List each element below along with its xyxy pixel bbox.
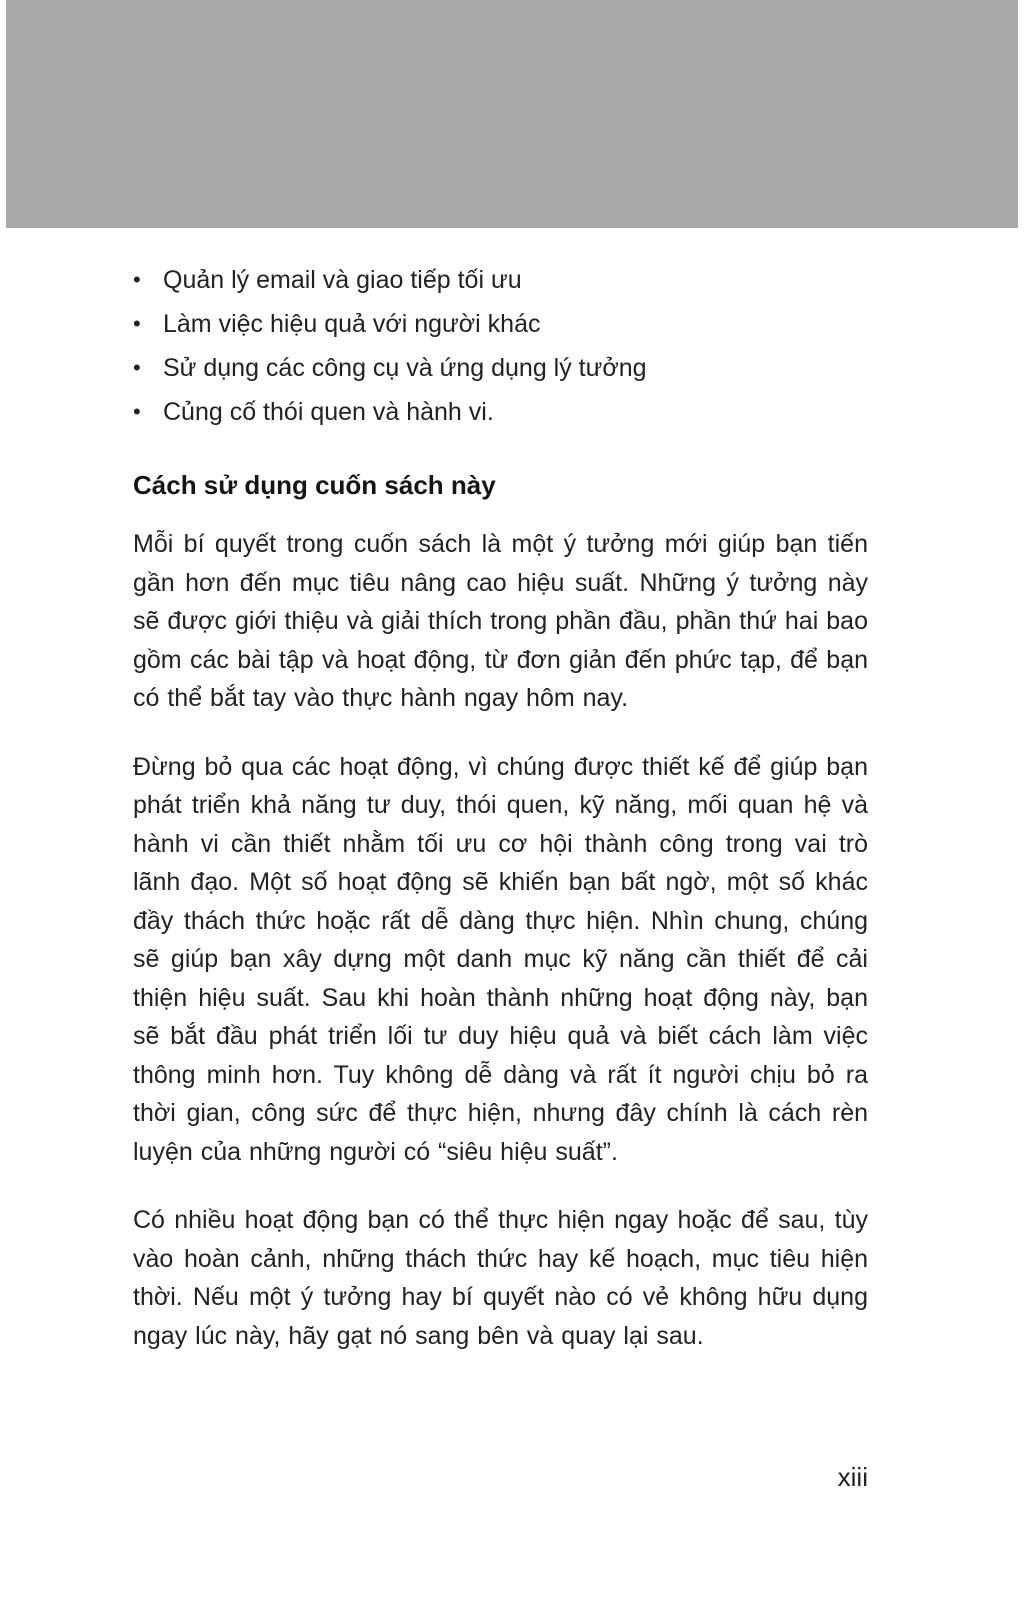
bullet-text: Làm việc hiệu quả với người khác bbox=[163, 310, 541, 338]
bullet-icon: • bbox=[133, 355, 141, 380]
bullet-icon: • bbox=[133, 311, 141, 336]
bullet-list bbox=[133, 258, 868, 434]
body-paragraph: Có nhiều hoạt động bạn có thể thực hiện ngay hoặc để sau, tùy vào hoàn cảnh, những thách thức hay kế hoạch, mục tiêu hiện thời. Nếu một ý tưởng hay bí quyết nào có vẻ không hữu dụng ngay lúc này, hãy gạt nó sang bên và quay lại sau. bbox=[133, 1206, 868, 1350]
list-item bbox=[133, 258, 868, 302]
body-paragraph: Mỗi bí quyết trong cuốn sách là một ý tưởng mới giúp bạn tiến gần hơn đến mục tiêu nâng cao hiệu suất. Những ý tưởng này sẽ được giới thiệu và giải thích trong phần đầu, phần thứ hai bao gồm các bài tập và hoạt động, từ đơn giản đến phức tạp, để bạn có thể bắt tay vào thực hành ngay hôm nay. bbox=[133, 530, 868, 712]
bullet-icon: • bbox=[133, 267, 141, 292]
page-number: xiii bbox=[837, 1462, 868, 1492]
list-item bbox=[133, 346, 868, 390]
header-gray-banner bbox=[6, 0, 1018, 228]
bullet-text: Sử dụng các công cụ và ứng dụng lý tưởng bbox=[163, 354, 647, 382]
bullet-icon: • bbox=[133, 399, 141, 424]
bullet-text: Quản lý email và giao tiếp tối ưu bbox=[163, 266, 522, 294]
body-paragraph: Đừng bỏ qua các hoạt động, vì chúng được thiết kế để giúp bạn phát triển khả năng tư duy, thói quen, kỹ năng, mối quan hệ và hành vi cần thiết nhằm tối ưu cơ hội thành công trong vai trò lãnh đạo. Một số hoạt động sẽ khiến bạn bất ngờ, một số khác đầy thách thức hoặc rất dễ dàng thực hiện. Nhìn chung, chúng sẽ giúp bạn xây dựng một danh mục kỹ năng cần thiết để cải thiện hiệu suất. Sau khi hoàn thành những hoạt động này, bạn sẽ bắt đầu phát triển lối tư duy hiệu quả và biết cách làm việc thông minh hơn. Tuy không dễ dàng và rất ít người chịu bỏ ra thời gian, công sức để thực hiện, nhưng đây chính là cách rèn luyện của những người có “siêu hiệu suất”. bbox=[133, 752, 868, 1166]
list-item bbox=[133, 390, 868, 434]
list-item bbox=[133, 302, 868, 346]
page-content bbox=[133, 258, 868, 1385]
section-heading: Cách sử dụng cuốn sách này bbox=[133, 470, 496, 500]
bullet-text: Củng cố thói quen và hành vi. bbox=[163, 398, 494, 426]
